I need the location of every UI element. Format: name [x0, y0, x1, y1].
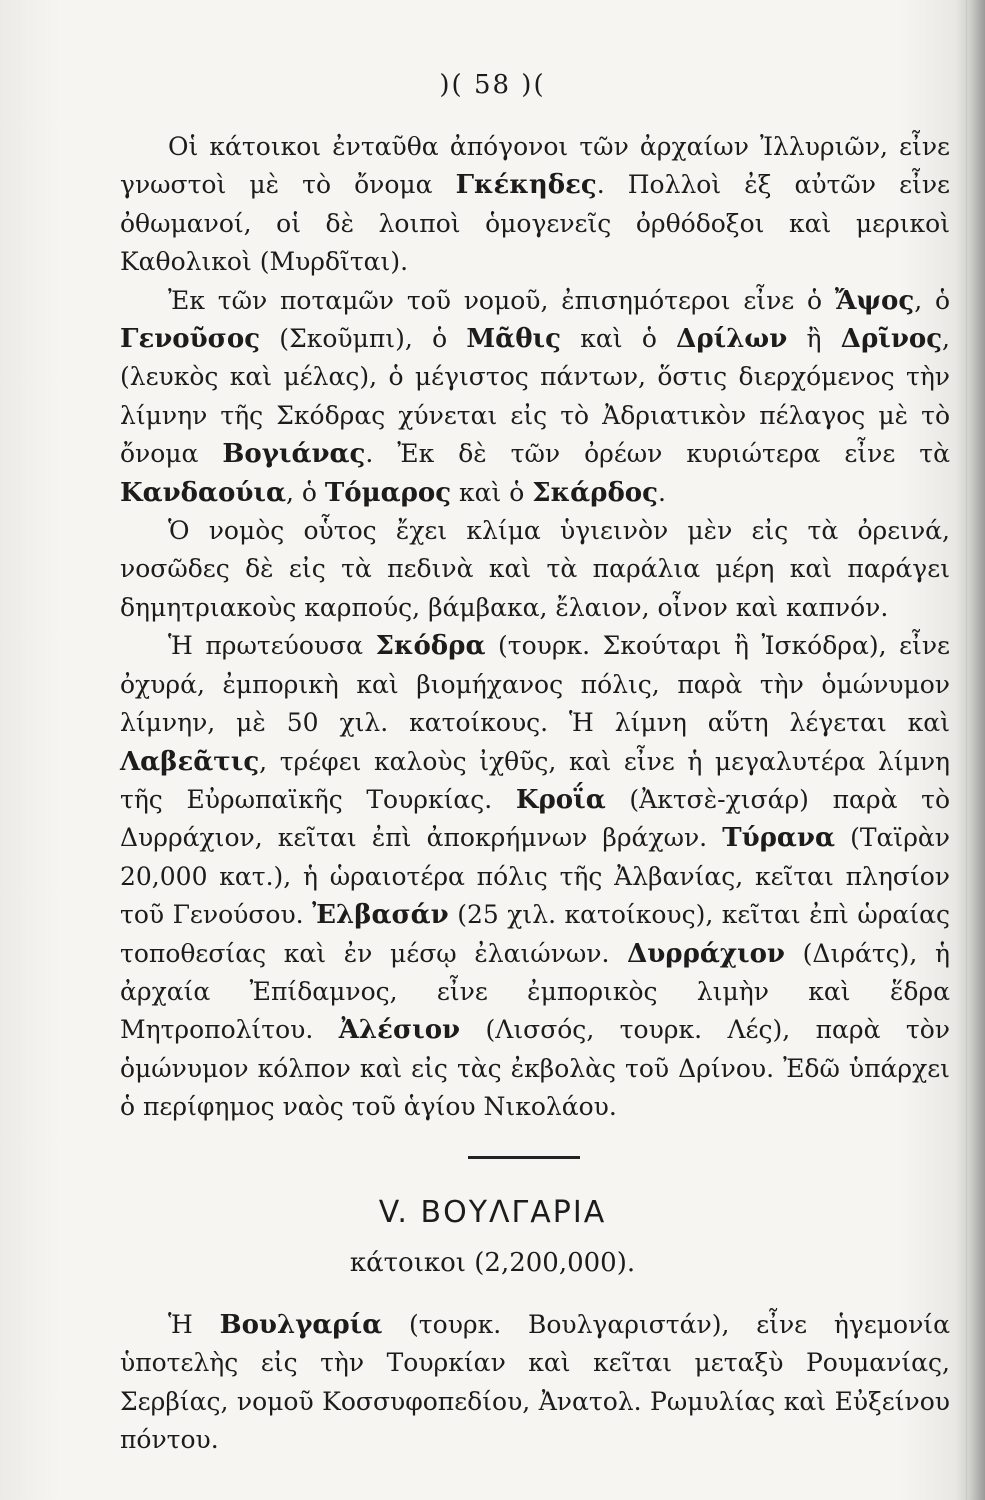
text: Ἡ πρωτεύουσα [168, 631, 376, 661]
bold-term: Κροΐα [515, 784, 606, 815]
text: (Λισσός, τουρκ. Λές), παρὰ τὸν ὁμώνυμον κόλπον καὶ εἰς τὰς ἐκβολὰς τοῦ Δρίνου. Ἐδῶ ὑπάρχει ὁ περίφημος ναὸς τοῦ ἁγίου Νικολάου. [120, 1015, 950, 1122]
bold-term: Σκόδρα [375, 631, 486, 662]
text: , ὁ [285, 477, 325, 507]
paragraph-cities [120, 627, 950, 1126]
bold-term: Τύρανα [722, 823, 835, 854]
bold-term: Ἐλβασάν [312, 900, 449, 931]
bold-term: Δυρράχιον [627, 938, 785, 969]
text: . [657, 477, 666, 507]
text: , ὁ [914, 285, 950, 315]
paragraph-bulgaria [120, 1306, 950, 1460]
bold-term: Μᾶθις [466, 324, 561, 355]
text: (Ταϊρὰν 20,000 κατ.), ἡ ὡραιοτέρα πόλις τῆς Ἀλβανίας, κεῖται πλησίον τοῦ Γενούσου. [120, 823, 950, 930]
bold-term: Δρῖνος [840, 324, 943, 355]
bold-term: Γενοῦσος [120, 324, 261, 355]
bold-term: Ἄψος [834, 285, 915, 316]
bold-term: Κανδαούια [120, 477, 286, 508]
bold-term: Σκάρδος [532, 477, 658, 508]
text: (Σκοῦμπι), ὁ [260, 324, 467, 354]
text: Ἡ [168, 1310, 220, 1339]
text-block-bottom [120, 1306, 950, 1460]
text: (τουρκ. Βουλγαριστάν), εἶνε ἡγεμονία ὑποτελὴς εἰς τὴν Τουρκίαν καὶ κεῖται μεταξὺ Ρουμανίας, Σερβίας, νομοῦ Κοσσυφοπεδίου, Ἀνατολ. Ρωμυλίας καὶ Εὐξείνου πόντου. [120, 1310, 950, 1455]
bold-term: Δρίλων [676, 324, 788, 355]
text: (Ἀκτσὲ-χισάρ) παρὰ τὸ Δυρράχιον, κεῖται ἐπὶ ἀποκρήμνων βράχων. [120, 784, 951, 853]
section-subtitle: κάτοικοι (2,200,000). [349, 1248, 636, 1278]
text: ἢ [787, 324, 841, 354]
bold-term: Βογιάνας [222, 439, 366, 470]
bold-term: Λαβεᾶτις [120, 746, 260, 777]
section-title: V. ΒΟΥΛΓΑΡΙΑ [378, 1195, 607, 1230]
bold-term: Γκέκηδες [455, 170, 597, 201]
text: , (λευκὸς καὶ μέλας), ὁ μέγιστος πάντων, ὅστις διερχόμενος τὴν λίμνην τῆς Σκόδρας χύνεται εἰς τὸ Ἀδριατικὸν πέλαγος μὲ τὸ ὄνομα [120, 324, 950, 469]
text: (25 χιλ. κατοίκους), κεῖται ἐπὶ ὡραίας τοποθεσίας καὶ ἐν μέσῳ ἐλαιώνων. [120, 900, 950, 968]
text: (τουρκ. Σκούταρι ἢ Ἰσκόδρα), εἶνε ὀχυρά, ἐμπορικὴ καὶ βιομήχανος πόλις, παρὰ τὴν ὁμώνυμον λίμνην, μὲ 50 χιλ. κατοίκους. Ἡ λίμνη αὕτη λέγεται καὶ [120, 631, 951, 738]
bold-term: Βουλγαρία [219, 1310, 383, 1340]
text: Ἐκ τῶν ποταμῶν τοῦ νομοῦ, ἐπισημότεροι εἶνε ὁ [168, 285, 835, 315]
text: καὶ ὁ [451, 477, 533, 507]
text: καὶ ὁ [560, 324, 677, 354]
text: , τρέφει καλοὺς ἰχθῦς, καὶ εἶνε ἡ μεγαλυτέρα λίμνη τῆς Εὐρωπαϊκῆς Τουρκίας. [120, 746, 950, 814]
text: Οἱ κάτοικοι ἐνταῦθα ἀπόγονοι τῶν ἀρχαίων Ἰλλυριῶν, εἶνε γνωστοὶ μὲ τὸ ὄνομα [120, 132, 950, 200]
bold-term: Τόμαρος [324, 477, 452, 508]
text-block-top [120, 128, 950, 1127]
page-number: )( 58 )( [439, 70, 546, 100]
paragraph-inhabitants [120, 128, 950, 282]
paragraph-rivers-mountains [120, 282, 950, 512]
section-divider [468, 1156, 580, 1159]
text: . Πολλοὶ ἐξ αὐτῶν εἶνε ὀθωμανοί, οἱ δὲ λοιποὶ ὁμογενεῖς ὀρθόδοξοι καὶ μερικοὶ Καθολικοὶ (Μυρδῖται). [120, 170, 950, 277]
text: (Διράτς), ἡ ἀρχαία Ἐπίδαμνος, εἶνε ἐμπορικὸς λιμὴν καὶ ἕδρα Μητροπολίτου. [120, 938, 951, 1045]
text: . Ἐκ δὲ τῶν ὀρέων κυριώτερα εἶνε τὰ [365, 439, 950, 469]
bold-term: Ἀλέσιον [338, 1015, 461, 1046]
paragraph-climate: Ὁ νομὸς οὗτος ἔχει κλίμα ὑγιεινὸν μὲν εἰς τὰ ὀρεινά, νοσῶδες δὲ εἰς τὰ πεδινὰ καὶ τὰ παράλια μέρη καὶ παράγει δημητριακοὺς καρπούς, βάμβακα, ἔλαιον, οἶνον καὶ καπνόν. [120, 516, 950, 622]
